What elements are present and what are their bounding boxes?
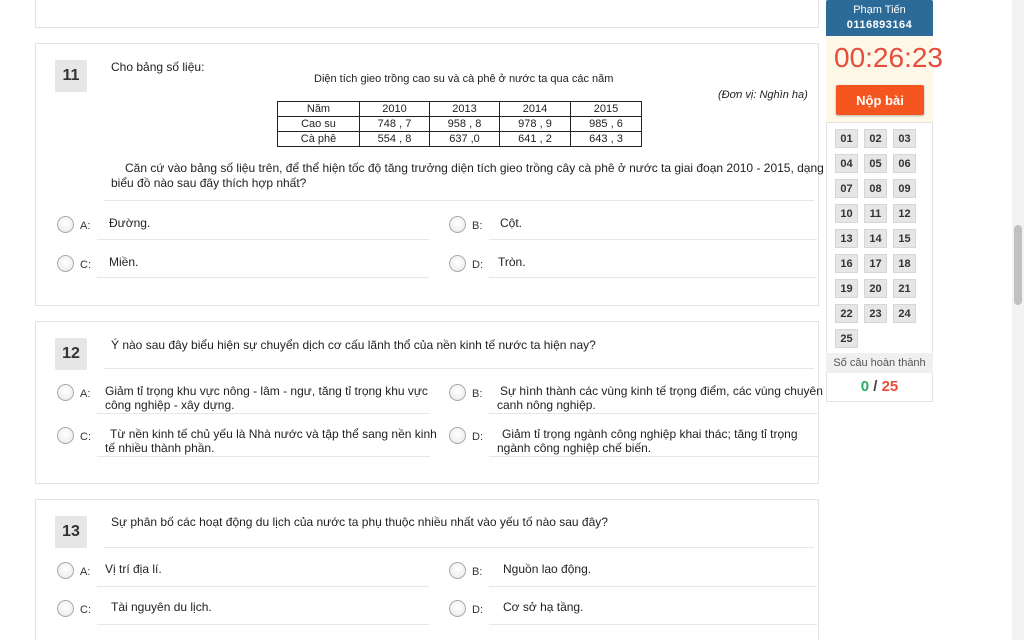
divider [489,277,817,278]
question-nav-button[interactable]: 05 [864,154,887,173]
option-c[interactable] [57,600,432,638]
option-text: Tròn. [498,255,526,269]
option-text [105,384,428,412]
question-nav-button[interactable]: 02 [864,129,887,148]
option-letter: C: [80,604,91,616]
question-nav-button[interactable]: 12 [893,204,916,223]
option-text-line: Giảm tỉ trọng ngành công nghiệp khai thác; tăng tỉ trọng [502,427,798,441]
option-b[interactable] [449,384,823,422]
question-number: 11 [55,60,87,92]
option-a[interactable] [57,384,432,422]
radio-button[interactable] [449,255,466,272]
question-text-line: biểu đồ nào sau đây thích hợp nhất? [111,176,307,190]
option-letter: B: [472,388,483,400]
table-cell: 554 , 8 [360,132,430,147]
option-text-line: canh nông nghiệp. [497,398,596,412]
radio-button[interactable] [57,216,74,233]
question-nav-button[interactable]: 07 [835,179,858,198]
option-text: Miền. [109,255,139,269]
exam-sidebar [826,0,943,402]
countdown-timer: 00:26:23 [834,42,943,73]
table-header-cell: 2010 [360,102,430,117]
radio-button[interactable] [57,255,74,272]
divider [104,368,814,369]
radio-button[interactable] [57,427,74,444]
unit-label: (Đơn vị: Nghìn ha) [718,89,808,101]
option-letter: D: [472,604,483,616]
option-letter: B: [472,220,483,232]
table-header-cell: 2015 [571,102,642,117]
radio-button[interactable] [57,600,74,617]
question-nav-button[interactable]: 10 [835,204,858,223]
option-letter: C: [80,259,91,271]
option-b[interactable] [449,216,819,254]
question-nav-button[interactable]: 17 [864,254,887,273]
question-nav-button[interactable]: 24 [893,304,916,323]
question-intro: Cho bảng số liệu: [111,60,205,74]
option-text: Đường. [109,216,151,230]
question-number: 13 [55,516,87,548]
question-nav-button[interactable]: 18 [893,254,916,273]
radio-button[interactable] [57,384,74,401]
option-text-line: tế nhiều thành phần. [105,441,215,455]
table-cell: Cà phê [278,132,360,147]
option-text [497,384,823,412]
question-nav-button[interactable]: 20 [864,279,887,298]
table-row [278,132,642,147]
option-letter: A: [80,220,91,232]
table-cell: Cao su [278,117,360,132]
submit-button[interactable]: Nộp bài [836,85,924,115]
question-number: 12 [55,338,87,370]
divider [489,586,817,587]
option-b[interactable] [449,562,819,600]
option-text-line: công nghiệp - xây dựng. [105,398,235,412]
option-d[interactable] [449,427,819,465]
divider [97,586,429,587]
question-text: Ý nào sau đây biểu hiện sự chuyển dịch cơ cấu lãnh thổ của nền kinh tế nước ta hiện nay? [111,338,596,352]
option-text-line: Giảm tỉ trọng khu vực nông - lâm - ngư, tăng tỉ trọng khu vực [105,384,428,398]
table-row [278,117,642,132]
question-nav-button[interactable]: 14 [864,229,887,248]
radio-button[interactable] [449,384,466,401]
page-scrollbar[interactable] [1012,0,1024,640]
user-info [826,0,933,36]
option-letter: B: [472,566,483,578]
option-text-line: ngành công nghiệp chế biến. [497,441,652,455]
scrollbar-thumb[interactable] [1014,225,1022,305]
question-nav-button[interactable]: 09 [893,179,916,198]
divider [489,413,819,414]
radio-button[interactable] [57,562,74,579]
question-nav-button[interactable]: 04 [835,154,858,173]
question-text-line: Căn cứ vào bảng số liệu trên, để thể hiện tốc độ tăng trưởng diện tích gieo trồng cây cà phê ở nước ta giai đoạn 2010 - 2015, dạng [125,161,824,175]
table-cell: 958 , 8 [430,117,500,132]
completed-label: Số câu hoàn thành [826,353,933,373]
question-text [111,161,824,191]
table-cell: 978 , 9 [500,117,571,132]
question-nav-button[interactable]: 03 [893,129,916,148]
user-name: Phạm Tiến [853,4,906,16]
option-text-line: Từ nền kinh tế chủ yếu là Nhà nước và tập thể sang nền kinh [110,427,437,441]
option-letter: C: [80,431,91,443]
question-nav-button[interactable]: 08 [864,179,887,198]
question-nav-button[interactable]: 16 [835,254,858,273]
question-nav-button[interactable]: 22 [835,304,858,323]
option-text: Nguồn lao động. [503,562,592,576]
completed-count [826,378,933,395]
data-table [277,101,642,147]
table-header-cell: 2014 [500,102,571,117]
option-a[interactable] [57,216,432,254]
question-card-13 [35,499,819,640]
option-text: Vị trí địa lí. [105,562,162,576]
option-letter: D: [472,431,483,443]
option-text-line: Sự hình thành các vùng kinh tế trọng điểm, các vùng chuyên [500,384,823,398]
radio-button[interactable] [449,427,466,444]
divider [97,624,429,625]
divider [489,239,817,240]
option-letter: A: [80,566,91,578]
table-cell: 985 , 6 [571,117,642,132]
radio-button[interactable] [449,600,466,617]
user-id: 0116893164 [846,19,913,31]
option-c[interactable] [57,255,432,293]
option-text [497,427,798,455]
question-card-previous [35,0,819,28]
divider [97,277,429,278]
question-nav-button[interactable]: 06 [893,154,916,173]
divider [489,624,817,625]
question-nav-button[interactable]: 11 [864,204,887,223]
total-number: 25 [881,378,899,395]
question-nav-button[interactable]: 01 [835,129,858,148]
table-cell: 637 ,0 [430,132,500,147]
question-card-12 [35,321,823,484]
question-text: Sự phân bố các hoạt động du lịch của nước ta phụ thuộc nhiều nhất vào yếu tố nào sau đây? [111,515,608,529]
radio-button[interactable] [449,216,466,233]
question-nav-button[interactable]: 25 [835,329,858,348]
question-card-11 [35,43,824,306]
question-nav-button[interactable]: 21 [893,279,916,298]
question-nav-button[interactable]: 15 [893,229,916,248]
completed-number: 0 [860,378,870,395]
radio-button[interactable] [449,562,466,579]
divider [97,456,430,457]
question-nav-button[interactable]: 19 [835,279,858,298]
table-title: Diện tích gieo trồng cao su và cà phê ở nước ta qua các năm [314,73,614,85]
table-cell: 643 , 3 [571,132,642,147]
table-cell: 641 , 2 [500,132,571,147]
option-a[interactable] [57,562,432,600]
divider [97,413,430,414]
divider [97,239,429,240]
option-text: Tài nguyên du lịch. [111,600,212,614]
question-nav-button[interactable]: 23 [864,304,887,323]
option-text: Cơ sở hạ tầng. [503,600,584,614]
divider [104,200,814,201]
table-cell: 748 , 7 [360,117,430,132]
option-d[interactable] [449,255,819,293]
completed-separator: / [873,378,878,395]
option-text [105,427,437,455]
option-letter: D: [472,259,483,271]
option-letter: A: [80,388,91,400]
divider [104,547,814,548]
option-c[interactable] [57,427,437,465]
option-text: Cột. [500,216,523,230]
table-header-cell: 2013 [430,102,500,117]
table-header-row [278,102,642,117]
option-d[interactable] [449,600,819,638]
table-header-cell: Năm [278,102,360,117]
question-nav-button[interactable]: 13 [835,229,858,248]
divider [489,456,819,457]
